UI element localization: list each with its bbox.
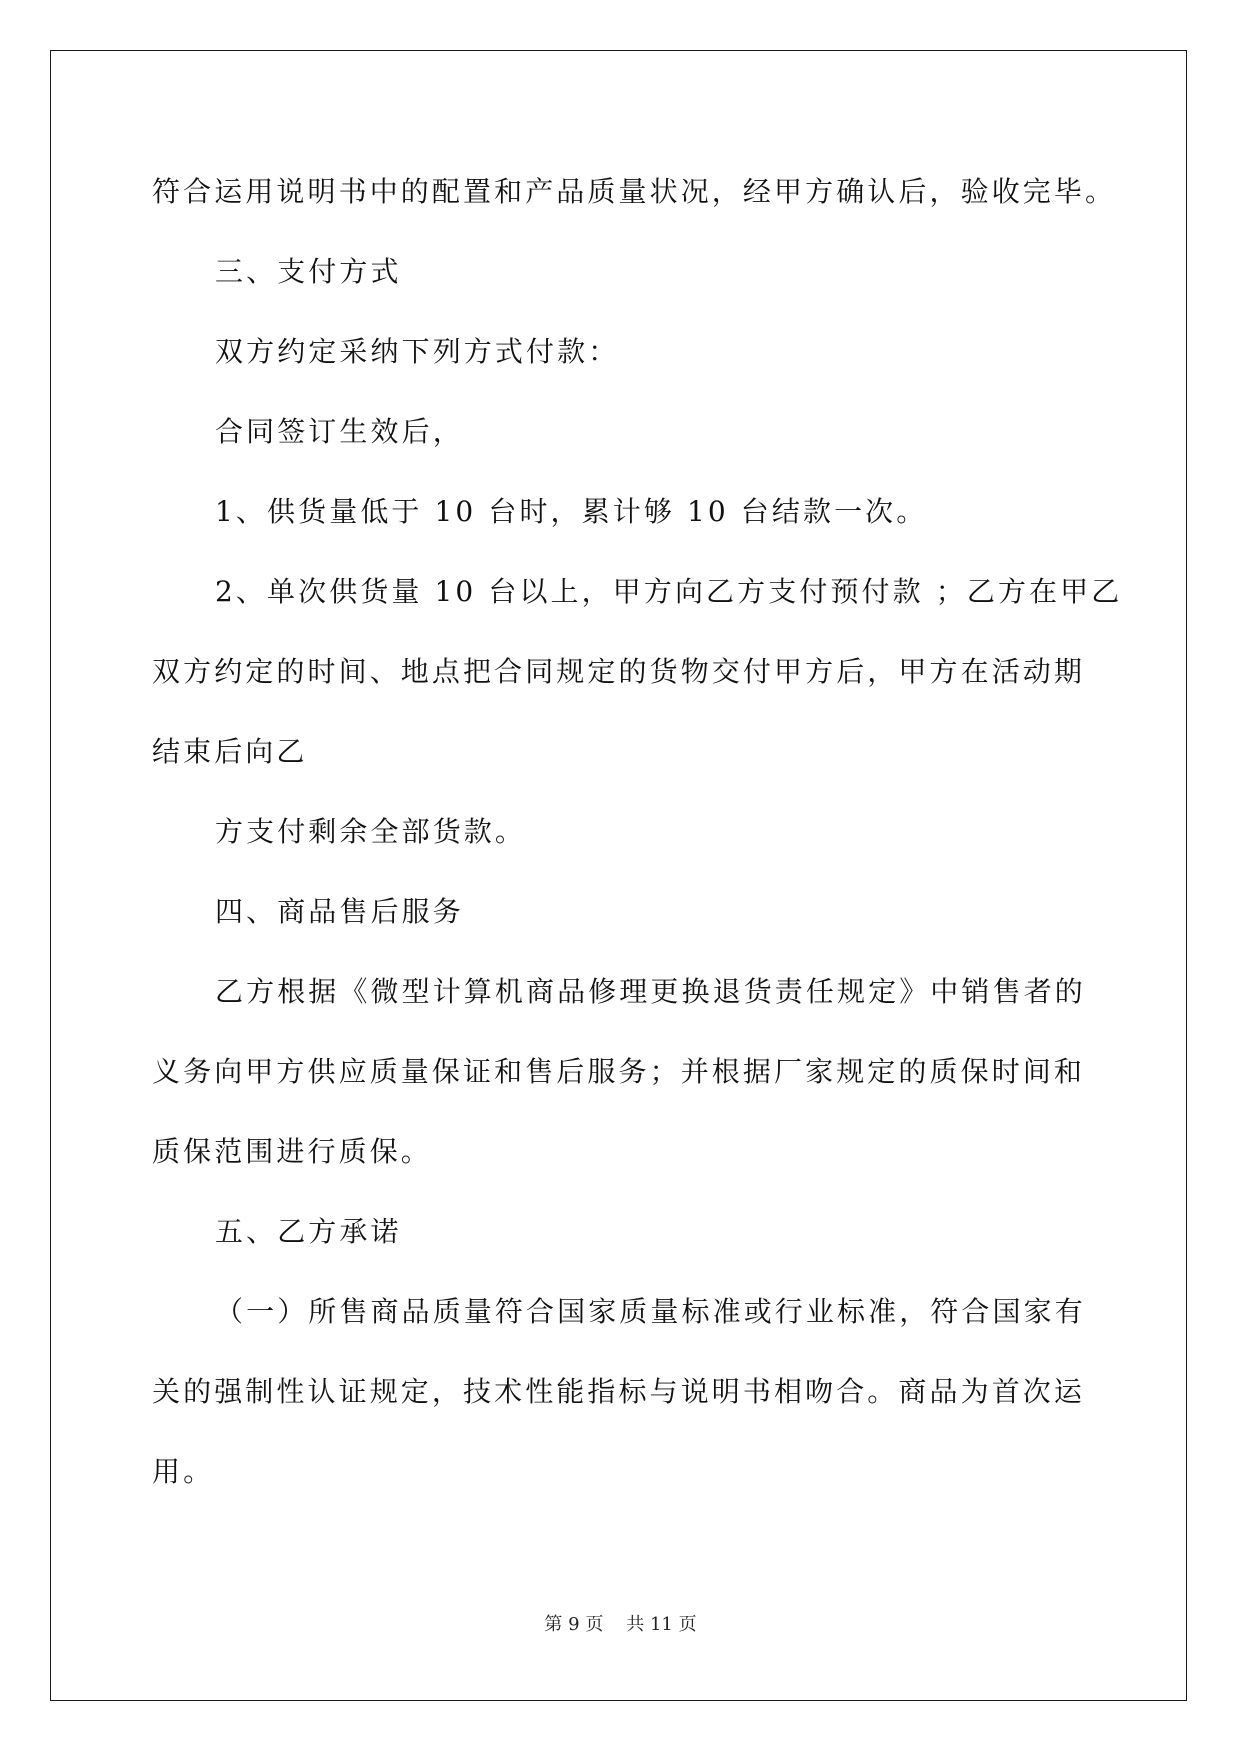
body-text-line: 双方约定的时间、地点把合同规定的货物交付甲方后，甲方在活动期 <box>152 655 1086 688</box>
section-heading-payment: 三、支付方式 <box>215 255 402 288</box>
body-text-line: 符合运用说明书中的配置和产品质量状况，经甲方确认后，验收完毕。 <box>152 175 1117 208</box>
footer-spacer <box>603 1614 626 1635</box>
page-border <box>50 50 1187 1701</box>
body-text-line: 乙方根据《微型计算机商品修理更换退货责任规定》中销售者的 <box>215 975 1086 1008</box>
body-text-line: 用。 <box>152 1455 215 1488</box>
body-text-line: 关的强制性认证规定，技术性能指标与说明书相吻合。商品为首次运 <box>152 1375 1086 1408</box>
body-text-line: （一）所售商品质量符合国家质量标准或行业标准，符合国家有 <box>215 1295 1086 1328</box>
body-text-line: 方支付剩余全部货款。 <box>215 815 527 848</box>
page-number: 第 9 页 <box>544 1614 604 1635</box>
list-item-1: 1、供货量低于 10 台时，累计够 10 台结款一次。 <box>215 495 928 528</box>
body-text-line: 结束后向乙 <box>152 735 308 768</box>
body-text-line: 合同签订生效后， <box>215 415 464 448</box>
list-item-2: 2、单次供货量 10 台以上，甲方向乙方支付预付款 ；乙方在甲乙 <box>215 575 1123 608</box>
page-total: 共 11 页 <box>626 1614 697 1635</box>
body-text-line: 义务向甲方供应质量保证和售后服务；并根据厂家规定的质保时间和 <box>152 1055 1086 1088</box>
body-text-line: 质保范围进行质保。 <box>152 1135 432 1168</box>
page-footer <box>0 1614 1241 1636</box>
section-heading-after-sales: 四、商品售后服务 <box>215 895 464 928</box>
section-heading-commitment: 五、乙方承诺 <box>215 1215 402 1248</box>
body-text-line: 双方约定采纳下列方式付款： <box>215 335 620 368</box>
